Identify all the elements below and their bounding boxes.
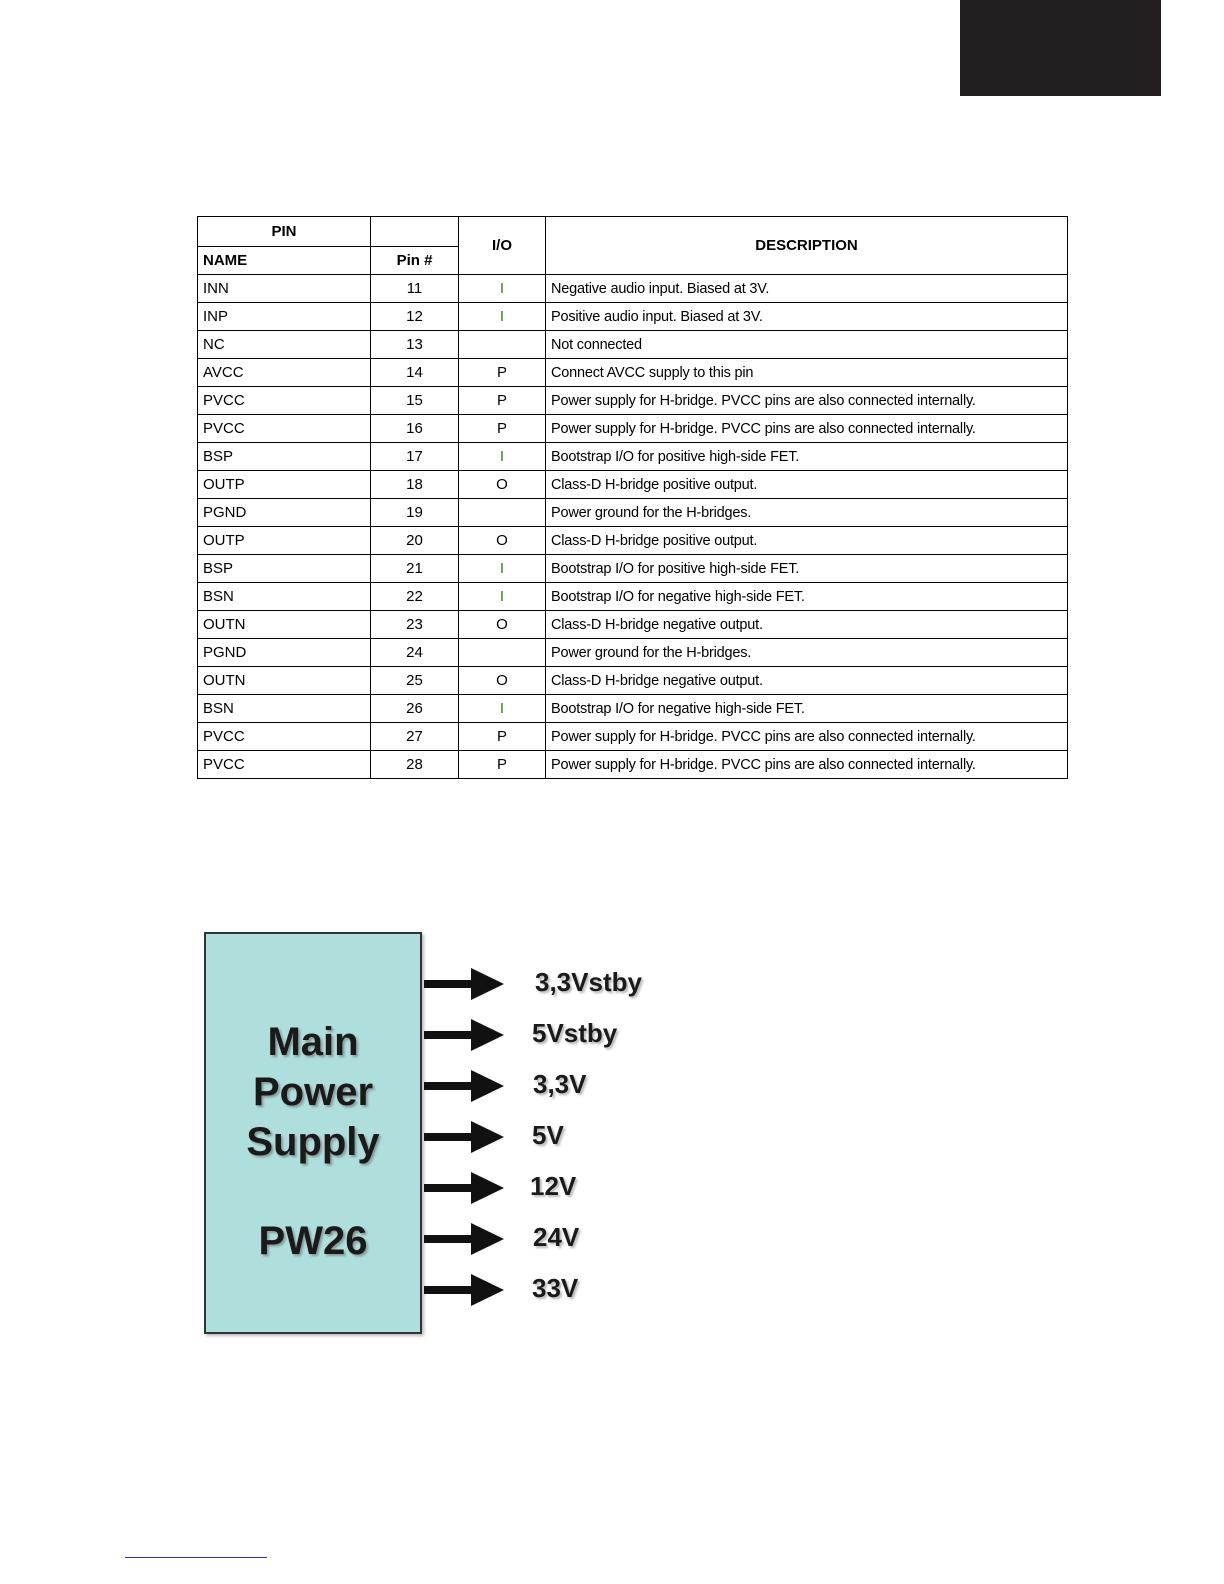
output-arrow-head [471, 1172, 504, 1204]
pin-table-body [198, 275, 1068, 779]
table-row [198, 359, 1068, 387]
io-type-cell: I [459, 275, 546, 303]
header-pin: PIN [198, 217, 371, 247]
pin-description-cell: Power supply for H-bridge. PVCC pins are also connected internally. [546, 415, 1068, 443]
pin-number-cell: 14 [371, 359, 459, 387]
psu-box-line-3: Supply [246, 1120, 380, 1164]
header-pin-blank [371, 217, 459, 247]
pin-name-cell: PGND [198, 639, 371, 667]
pin-description-table [197, 216, 1068, 779]
pin-number-cell: 25 [371, 667, 459, 695]
pin-number-cell: 17 [371, 443, 459, 471]
output-arrow-shaft [424, 1286, 474, 1294]
table-row [198, 443, 1068, 471]
io-type-cell: P [459, 751, 546, 779]
psu-box-model: PW26 [258, 1219, 368, 1263]
io-type-cell: I [459, 555, 546, 583]
pin-name-cell: PVCC [198, 415, 371, 443]
table-row [198, 695, 1068, 723]
pin-description-cell: Power supply for H-bridge. PVCC pins are also connected internally. [546, 751, 1068, 779]
pin-name-cell: OUTN [198, 667, 371, 695]
table-row [198, 667, 1068, 695]
pin-number-cell: 23 [371, 611, 459, 639]
pin-name-cell: BSN [198, 583, 371, 611]
output-arrow-shaft [424, 1133, 474, 1141]
output-voltage-label: 5Vstby [532, 1018, 618, 1048]
io-type-cell: O [459, 471, 546, 499]
pin-number-cell: 20 [371, 527, 459, 555]
header-pin-number: Pin # [371, 247, 459, 275]
pin-description-cell: Not connected [546, 331, 1068, 359]
output-arrow-shaft [424, 1031, 474, 1039]
io-type-cell: O [459, 667, 546, 695]
pin-description-cell: Class-D H-bridge positive output. [546, 471, 1068, 499]
pin-description-cell: Bootstrap I/O for negative high-side FET. [546, 583, 1068, 611]
pin-name-cell: INP [198, 303, 371, 331]
pin-description-cell: Bootstrap I/O for positive high-side FET. [546, 555, 1068, 583]
table-row [198, 275, 1068, 303]
power-supply-diagram [195, 925, 715, 1345]
io-type-cell: P [459, 415, 546, 443]
table-row [198, 387, 1068, 415]
pin-name-cell: NC [198, 331, 371, 359]
pin-description-cell: Power ground for the H-bridges. [546, 499, 1068, 527]
pin-number-cell: 18 [371, 471, 459, 499]
io-type-cell: I [459, 443, 546, 471]
io-type-cell: I [459, 695, 546, 723]
output-arrow-head [471, 1274, 504, 1306]
header-name: NAME [198, 247, 371, 275]
table-row [198, 611, 1068, 639]
pin-number-cell: 26 [371, 695, 459, 723]
io-type-cell: P [459, 359, 546, 387]
pin-description-cell: Positive audio input. Biased at 3V. [546, 303, 1068, 331]
io-type-cell [459, 331, 546, 359]
pin-description-cell: Class-D H-bridge negative output. [546, 611, 1068, 639]
output-arrow-head [471, 1019, 504, 1051]
io-type-cell [459, 639, 546, 667]
table-row [198, 415, 1068, 443]
io-type-cell: I [459, 583, 546, 611]
pin-name-cell: OUTP [198, 471, 371, 499]
io-type-cell: O [459, 611, 546, 639]
pin-number-cell: 13 [371, 331, 459, 359]
output-arrow-shaft [424, 1235, 474, 1243]
output-arrow-head [471, 1223, 504, 1255]
output-voltage-label: 33V [532, 1273, 579, 1303]
output-arrow-head [471, 1121, 504, 1153]
pin-description-cell: Bootstrap I/O for negative high-side FET. [546, 695, 1068, 723]
pin-number-cell: 28 [371, 751, 459, 779]
table-row [198, 331, 1068, 359]
table-row [198, 471, 1068, 499]
table-row [198, 723, 1068, 751]
pin-name-cell: BSP [198, 555, 371, 583]
pin-name-cell: PVCC [198, 723, 371, 751]
output-voltage-label: 3,3V [533, 1069, 587, 1099]
pin-description-cell: Power supply for H-bridge. PVCC pins are also connected internally. [546, 387, 1068, 415]
io-type-cell: P [459, 387, 546, 415]
pin-description-cell: Negative audio input. Biased at 3V. [546, 275, 1068, 303]
psu-box-line-1: Main [267, 1020, 359, 1064]
pin-number-cell: 15 [371, 387, 459, 415]
pin-description-cell: Class-D H-bridge negative output. [546, 667, 1068, 695]
output-voltage-label: 5V [532, 1120, 564, 1150]
pin-name-cell: OUTP [198, 527, 371, 555]
pin-number-cell: 22 [371, 583, 459, 611]
pin-description-cell: Power supply for H-bridge. PVCC pins are also connected internally. [546, 723, 1068, 751]
table-row [198, 583, 1068, 611]
table-row [198, 639, 1068, 667]
output-voltage-label: 3,3Vstby [535, 967, 642, 997]
pin-name-cell: PVCC [198, 751, 371, 779]
pin-number-cell: 12 [371, 303, 459, 331]
output-arrow-head [471, 1070, 504, 1102]
header-description: DESCRIPTION [546, 217, 1068, 275]
output-voltage-label: 12V [530, 1171, 577, 1201]
output-arrow-shaft [424, 1184, 474, 1192]
header-corner-block [960, 0, 1161, 96]
pin-description-cell: Bootstrap I/O for positive high-side FET. [546, 443, 1068, 471]
pin-name-cell: PVCC [198, 387, 371, 415]
output-voltage-label: 24V [533, 1222, 580, 1252]
output-arrow-shaft [424, 1082, 474, 1090]
header-io: I/O [459, 217, 546, 275]
pin-number-cell: 11 [371, 275, 459, 303]
pin-name-cell: AVCC [198, 359, 371, 387]
table-row [198, 303, 1068, 331]
pin-number-cell: 24 [371, 639, 459, 667]
io-type-cell: O [459, 527, 546, 555]
io-type-cell: I [459, 303, 546, 331]
footer-link-underline[interactable] [125, 1557, 267, 1558]
pin-number-cell: 16 [371, 415, 459, 443]
output-arrow-shaft [424, 980, 474, 988]
table-row [198, 751, 1068, 779]
pin-name-cell: BSN [198, 695, 371, 723]
io-type-cell [459, 499, 546, 527]
pin-name-cell: BSP [198, 443, 371, 471]
pin-number-cell: 19 [371, 499, 459, 527]
pin-description-cell: Connect AVCC supply to this pin [546, 359, 1068, 387]
pin-number-cell: 21 [371, 555, 459, 583]
pin-name-cell: INN [198, 275, 371, 303]
output-arrows [195, 925, 515, 1345]
table-row [198, 499, 1068, 527]
io-type-cell: P [459, 723, 546, 751]
pin-number-cell: 27 [371, 723, 459, 751]
output-arrow-head [471, 968, 504, 1000]
psu-box-line-2: Power [252, 1070, 374, 1114]
table-row [198, 555, 1068, 583]
pin-description-cell: Power ground for the H-bridges. [546, 639, 1068, 667]
pin-description-cell: Class-D H-bridge positive output. [546, 527, 1068, 555]
pin-name-cell: OUTN [198, 611, 371, 639]
table-row [198, 527, 1068, 555]
pin-name-cell: PGND [198, 499, 371, 527]
